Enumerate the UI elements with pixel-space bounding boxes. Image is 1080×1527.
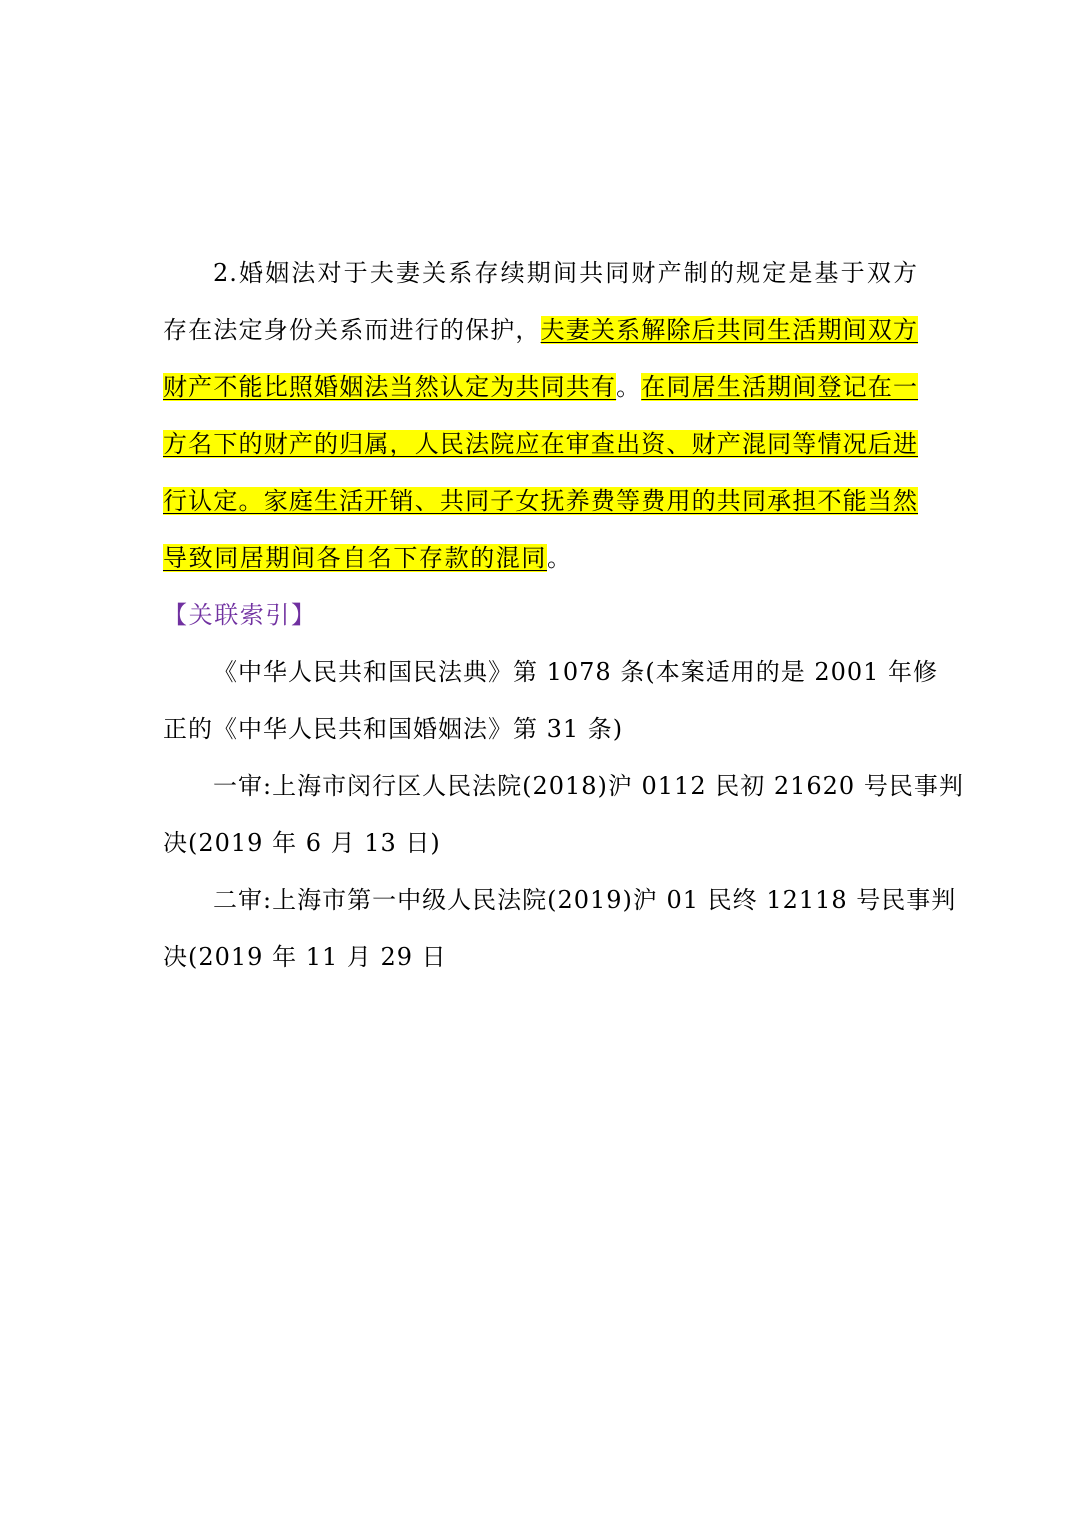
- related-index-heading: 【关联索引】: [163, 601, 317, 629]
- paragraph-2-line-5: [163, 481, 918, 521]
- paragraph-2-line-2-plain: 存在法定身份关系而进行的保护，: [163, 316, 541, 344]
- highlighted-text: 导致同居期间各自名下存款的混同: [163, 544, 547, 572]
- citation-line-2: 正的《中华人民共和国婚姻法》第 31 条): [163, 715, 624, 743]
- first-instance-line-2: 决(2019 年 6 月 13 日): [163, 829, 441, 857]
- highlighted-text: 财产不能比照婚姻法当然认定为共同共有: [163, 373, 617, 401]
- second-instance-line-2: 决(2019 年 11 月 29 日: [163, 943, 447, 971]
- paragraph-2-line-1: [163, 253, 918, 293]
- first-instance-line-1: 一审:上海市闵行区人民法院(2018)沪 0112 民初 21620 号民事判: [213, 772, 964, 800]
- paragraph-2-line-3: [163, 367, 918, 407]
- paragraph-2-line-4: [163, 424, 918, 464]
- paragraph-2-line-2: [163, 310, 918, 350]
- highlighted-text: 方名下的财产的归属，人民法院应在审查出资、财产混同等情况后进: [163, 430, 918, 458]
- punctuation: 。: [547, 544, 573, 572]
- punctuation: 。: [616, 373, 642, 401]
- citation-line-1: 《中华人民共和国民法典》第 1078 条(本案适用的是 2001 年修: [213, 658, 939, 686]
- second-instance-line-1: 二审:上海市第一中级人民法院(2019)沪 01 民终 12118 号民事判: [213, 886, 957, 914]
- highlighted-text: 在同居生活期间登记在一: [641, 373, 919, 401]
- paragraph-2-line-6: [163, 538, 918, 578]
- paragraph-2-line-1-text: 2.婚姻法对于夫妻关系存续期间共同财产制的规定是基于双方: [213, 259, 918, 287]
- highlighted-text: 行认定。家庭生活开销、共同子女抚养费等费用的共同承担不能当然: [163, 487, 918, 515]
- highlighted-text: 夫妻关系解除后共同生活期间双方: [540, 316, 919, 344]
